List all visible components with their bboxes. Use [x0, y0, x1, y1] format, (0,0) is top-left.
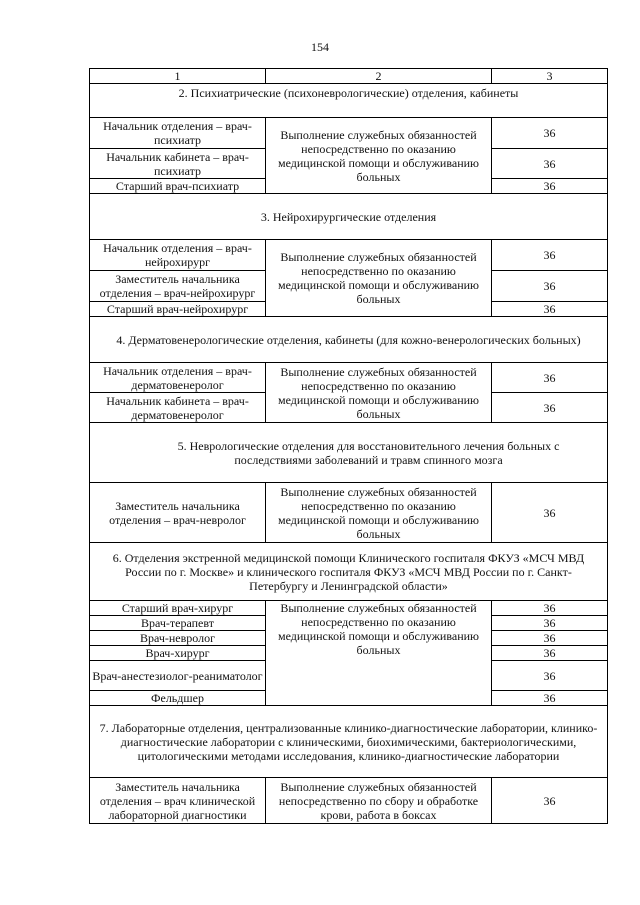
position-cell: Врач-анестезиолог-реаниматолог [90, 661, 266, 691]
duty-cell: Выполнение служебных обязанностей непосредственно по оказанию медицинской помощи и обслуживанию больных [266, 240, 492, 317]
section-title: 3. Нейрохирургические отделения [90, 194, 608, 240]
section-heading-row [90, 317, 608, 363]
column-number-row [90, 69, 608, 84]
value-cell: 36 [492, 616, 608, 631]
position-cell: Начальник отделения – врач-нейрохирург [90, 240, 266, 271]
value-cell: 36 [492, 302, 608, 317]
position-cell: Начальник отделения – врач-психиатр [90, 118, 266, 149]
position-cell: Начальник кабинета – врач-дерматовенеролог [90, 393, 266, 423]
value-cell: 36 [492, 601, 608, 616]
value-cell: 36 [492, 483, 608, 543]
value-cell: 36 [492, 271, 608, 302]
duty-cell: Выполнение служебных обязанностей непосредственно по оказанию медицинской помощи и обслуживанию больных [266, 363, 492, 423]
position-cell: Начальник кабинета – врач-психиатр [90, 149, 266, 179]
value-cell: 36 [492, 118, 608, 149]
duty-cell: Выполнение служебных обязанностей непосредственно по оказанию медицинской помощи и обслуживанию больных [266, 118, 492, 194]
section-title: 2. Психиатрические (психоневрологические) отделения, кабинеты [90, 84, 608, 118]
table-row [90, 363, 608, 393]
section-heading-row [90, 84, 608, 118]
position-cell: Врач-терапевт [90, 616, 266, 631]
column-number-3: 3 [492, 69, 608, 84]
table-row [90, 601, 608, 616]
value-cell: 36 [492, 661, 608, 691]
section-heading-row [90, 423, 608, 483]
column-number-1: 1 [90, 69, 266, 84]
duty-cell: Выполнение служебных обязанностей непосредственно по оказанию медицинской помощи и обслуживанию больных [266, 483, 492, 543]
table-row [90, 778, 608, 824]
position-cell: Врач-невролог [90, 631, 266, 646]
section-heading-row [90, 194, 608, 240]
position-cell: Фельдшер [90, 691, 266, 706]
position-cell: Старший врач-хирург [90, 601, 266, 616]
position-cell: Заместитель начальника отделения – врач клинической лабораторной диагностики [90, 778, 266, 824]
value-cell: 36 [492, 240, 608, 271]
position-cell: Старший врач-нейрохирург [90, 302, 266, 317]
section-title: 5. Неврологические отделения для восстановительного лечения больных с последствиями заболеваний и травм спинного мозга [90, 423, 608, 483]
table-row [90, 483, 608, 543]
section-title: 4. Дерматовенерологические отделения, кабинеты (для кожно-венерологических больных) [90, 317, 608, 363]
value-cell: 36 [492, 363, 608, 393]
duty-table [89, 68, 608, 824]
section-title: 7. Лабораторные отделения, централизованные клинико-диагностические лаборатории, клинико-диагностические лаборатории с клиническими, биохимическими, бактериологическими, цитологическими методами исследования, клинико-диагностические лаборатории [90, 706, 608, 778]
value-cell: 36 [492, 631, 608, 646]
section-title: 6. Отделения экстренной медицинской помощи Клинического госпиталя ФКУЗ «МСЧ МВД России по г. Москве» и клинического госпиталя ФКУЗ «МСЧ МВД России по г. Санкт-Петербургу и Ленинградской области» [90, 543, 608, 601]
table-row [90, 240, 608, 271]
page-number: 154 [311, 40, 329, 54]
duty-cell: Выполнение служебных обязанностей непосредственно по сбору и обработке крови, работа в боксах [266, 778, 492, 824]
value-cell: 36 [492, 149, 608, 179]
value-cell: 36 [492, 691, 608, 706]
value-cell: 36 [492, 646, 608, 661]
position-cell: Старший врач-психиатр [90, 179, 266, 194]
position-cell: Заместитель начальника отделения – врач-невролог [90, 483, 266, 543]
duty-cell: Выполнение служебных обязанностей непосредственно по оказанию медицинской помощи и обслуживанию больных [266, 601, 492, 706]
section-heading-row [90, 706, 608, 778]
position-cell: Заместитель начальника отделения – врач-нейрохирург [90, 271, 266, 302]
position-cell: Врач-хирург [90, 646, 266, 661]
position-cell: Начальник отделения – врач-дерматовенеролог [90, 363, 266, 393]
value-cell: 36 [492, 393, 608, 423]
value-cell: 36 [492, 778, 608, 824]
column-number-2: 2 [266, 69, 492, 84]
section-heading-row [90, 543, 608, 601]
value-cell: 36 [492, 179, 608, 194]
table-row [90, 118, 608, 149]
